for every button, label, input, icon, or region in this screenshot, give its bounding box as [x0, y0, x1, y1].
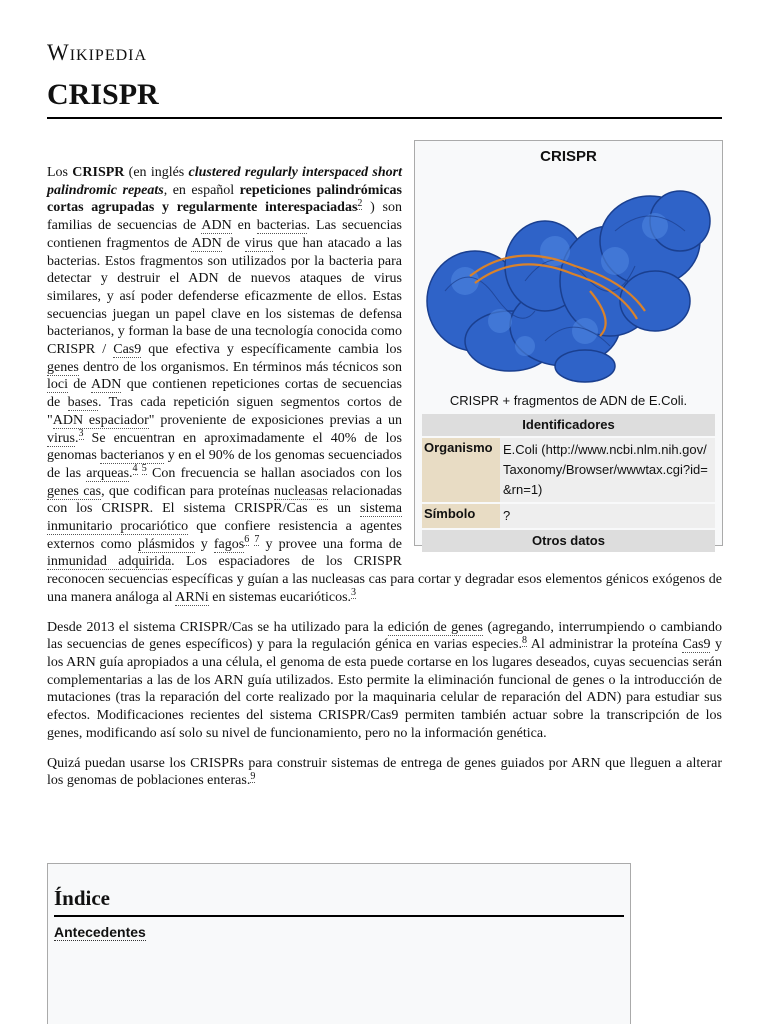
text: (en inglés: [124, 165, 189, 180]
wiki-link[interactable]: ADN espaciador: [52, 412, 149, 428]
text: que efectiva y específicamente cambia los: [141, 342, 403, 358]
reference-link[interactable]: 6: [244, 534, 250, 546]
paragraph-gene-editing: [47, 619, 722, 743]
text: relacionadas con los CRISPR. El sistema CRISPR/Cas es un: [47, 483, 402, 517]
reference-link[interactable]: 3: [78, 427, 84, 439]
text: ) son familias de secuencias de: [47, 200, 402, 234]
text: , en español: [163, 182, 240, 198]
wiki-link[interactable]: fagos: [213, 536, 245, 552]
wiki-link[interactable]: virus: [244, 235, 273, 251]
reference-link[interactable]: 3: [351, 587, 357, 599]
infobox-section-identificadores: Identificadores: [422, 414, 715, 436]
wiki-link[interactable]: ADN: [91, 377, 122, 393]
wiki-link[interactable]: plásmidos: [137, 536, 195, 552]
text: , que codifican para proteínas: [101, 483, 275, 499]
text: .: [75, 430, 79, 446]
reference-link[interactable]: 7: [254, 534, 260, 546]
text: " proveniente de exposiciones previas a un: [148, 412, 402, 428]
text: Quizá puedan usarse los CRISPRs para construir sistemas de entrega de genes guiados por ARN que lleguen a alterar los genomas de poblaciones enteras.: [47, 755, 722, 789]
text: en sistemas eucarióticos.: [208, 589, 352, 605]
text: .: [129, 465, 133, 481]
toc-item-antecedentes[interactable]: Antecedentes: [54, 924, 146, 940]
text: de: [221, 235, 245, 251]
text: (agregando, interrumpiendo o cambiando las secuencias de genes específicos) y para la regulación génica en varias especies.: [47, 619, 723, 653]
wiki-link[interactable]: Cas9: [682, 637, 711, 653]
page-title: CRISPR: [47, 78, 159, 111]
text: y: [194, 536, 214, 552]
infobox-caption: CRISPR + fragmentos de ADN de E.Coli.: [449, 393, 688, 408]
wiki-link[interactable]: ADN: [191, 235, 222, 251]
text: Los: [47, 165, 73, 180]
text: Al administrar la proteína: [527, 637, 683, 653]
bold-term: repeticiones palindrómicas cortas agrupadas y regularmente interespaciadas: [47, 182, 403, 216]
text: Desde 2013 el sistema CRISPR/Cas se ha utilizado para la: [47, 619, 388, 635]
wiki-link[interactable]: arqueas: [86, 465, 130, 481]
simbolo-value: ?: [500, 504, 715, 528]
text: . Tras cada repetición siguen segmentos cortos de ": [47, 395, 402, 428]
reference-link[interactable]: 2: [357, 197, 363, 209]
wiki-link[interactable]: bacterianos: [100, 448, 165, 464]
infobox-section-otros-datos: Otros datos: [422, 530, 715, 552]
text: . Los espaciadores de los CRISPR reconocen secuencias específicas y guían a las nucleasas cas para cortar y degradar esos elementos génicos exógenos de una manera análoga al: [47, 554, 722, 605]
text: que contienen repeticiones cortas de secuencias de: [47, 377, 402, 411]
title-underline: [47, 117, 722, 119]
wiki-link[interactable]: virus: [47, 430, 75, 446]
english-term: clustered regularly interspaced short palindromic repeats: [47, 165, 403, 198]
infobox-title: CRISPR: [540, 148, 597, 165]
toc-title: Índice: [54, 886, 111, 910]
wiki-link[interactable]: bacterias: [256, 218, 307, 234]
wiki-link[interactable]: loci: [47, 377, 68, 393]
text: Con frecuencia se hallan asociados con los: [146, 465, 402, 481]
toc-divider: [54, 915, 624, 917]
article-body: [47, 164, 722, 802]
wiki-link[interactable]: genes cas: [47, 483, 102, 499]
table-of-contents: [47, 863, 631, 1024]
text: . Las secuencias contienen fragmentos de: [47, 218, 402, 251]
wiki-link[interactable]: edición de genes: [387, 619, 483, 635]
text: y provee una forma de: [259, 536, 402, 552]
paragraph-gene-drive: [47, 755, 722, 790]
text: que han atacado a las bacterias. Estos fragmentos son utilizados por la bacteria para detectar y destruir el ADN de nuevos ataques de virus similares, y así poder defenderse eficazmente de ellos. Estas secuencias juegan un papel clave en los sistemas de defensa bacterianos, y forman la base de una tecnología conocida como CRISPR /: [47, 235, 402, 358]
wiki-link[interactable]: nucleasas: [274, 483, 328, 499]
infobox-spacer: [402, 164, 722, 564]
bold-term: CRISPR: [72, 165, 125, 180]
text: de: [68, 377, 92, 393]
text: en: [231, 218, 257, 234]
wiki-link[interactable]: genes: [47, 359, 79, 375]
reference-link[interactable]: 9: [250, 770, 256, 782]
text: y los ARN guía apropiados a una célula, el genoma de esta puede cortarse en los lugares deseados, cuyas secuencias serán complementarias a las de los ARN guía utilizados. Esto permite la eliminación funcional de genes o la introducción de mutaciones (tras la reparación del corte realizado por la maquinaria celular de reparación del ADN) para estudiar sus efectos. Modificaciones recientes del sistema CRISPR/Cas9 permiten también actuar sobre la transcripción de los genes, modificando así solo su nivel de funcionamiento, pero no la información genética.: [47, 637, 722, 741]
text: que confiere resistencia a agentes externos como: [47, 519, 402, 552]
wikipedia-logo[interactable]: Wikipedia: [47, 40, 148, 65]
wiki-link[interactable]: inmunidad adquirida: [47, 554, 172, 570]
wiki-link[interactable]: bases: [67, 395, 98, 411]
wiki-link[interactable]: ADN: [201, 218, 232, 234]
reference-link[interactable]: 5: [141, 463, 147, 475]
reference-link[interactable]: 8: [522, 634, 527, 646]
text: dentro de los organismos. En términos más técnicos son: [78, 359, 402, 375]
wiki-link[interactable]: Cas9: [113, 342, 142, 358]
simbolo-label: Símbolo: [422, 504, 500, 528]
reference-link[interactable]: 4: [132, 463, 138, 475]
wiki-link[interactable]: sistema inmunitario procariótico: [47, 501, 402, 535]
text: Se encuentran en aproximadamente el 40% de los genomas: [47, 430, 402, 464]
wiki-link[interactable]: ARNi: [175, 589, 209, 605]
organismo-label: Organismo: [422, 438, 500, 502]
organismo-link[interactable]: E.Coli (http://www.ncbi.nlm.nih.gov/Taxonomy/Browser/wwwtax.cgi?id=&rn=1): [500, 438, 715, 502]
text: y en el 90% de los genomas secuenciados de las: [47, 448, 402, 481]
